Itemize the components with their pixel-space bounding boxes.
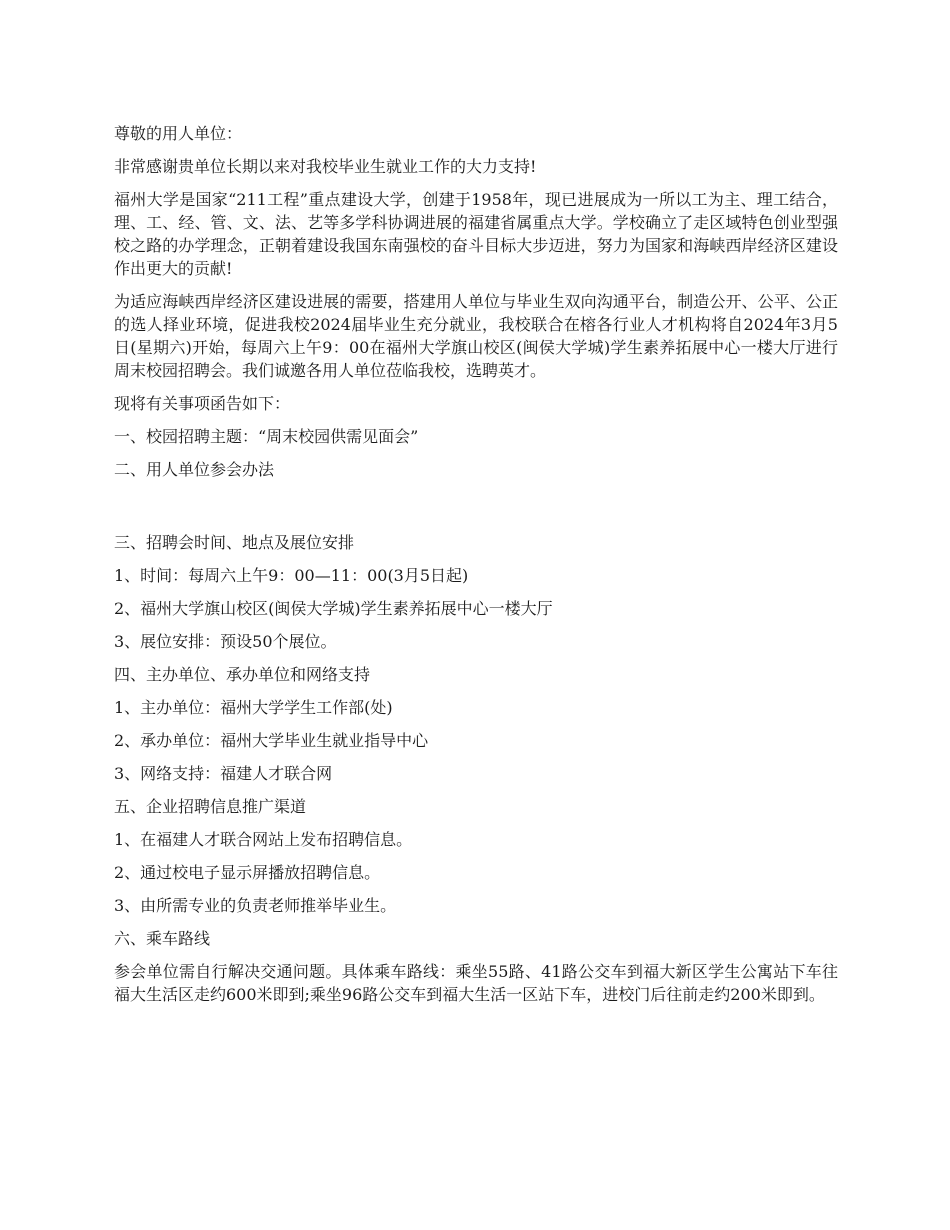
- section-heading-schedule: 三、招聘会时间、地点及展位安排: [114, 533, 355, 552]
- blank-spacer: [114, 491, 838, 531]
- section-heading-transport: 六、乘车路线: [114, 929, 211, 948]
- greeting: 尊敬的用人单位：: [114, 124, 243, 143]
- section-heading-participation: 二、用人单位参会办法: [114, 460, 275, 479]
- list-item: 2、福州大学旗山校区(闽侯大学城)学生素养拓展中心一楼大厅: [114, 599, 553, 618]
- section-heading-theme: 一、校园招聘主题：“周末校园供需见面会”: [114, 427, 419, 446]
- thanks-paragraph: 非常感谢贵单位长期以来对我校毕业生就业工作的大力支持!: [114, 157, 537, 176]
- university-intro-paragraph: 福州大学是国家“211工程”重点建设大学，创建于1958年，现已进展成为一所以工为主、理工结合，理、工、经、管、文、法、艺等多学科协调进展的福建省属重点大学。学校确立了走区域特色创业型强校之路的办学理念，正朝着建设我国东南强校的奋斗目标大步迈进，努力为国家和海峡西岸经济区建设作出更大的贡献!: [114, 190, 838, 278]
- list-item: 2、通过校电子显示屏播放招聘信息。: [114, 863, 381, 882]
- document-page: [114, 122, 838, 1016]
- transport-paragraph: 参会单位需自行解决交通问题。具体乘车路线：乘坐55路、41路公交车到福大新区学生公寓站下车往福大生活区走约600米即到;乘坐96路公交车到福大生活一区站下车，进校门后往前走约200米即到。: [114, 962, 838, 1004]
- list-item: 1、主办单位：福州大学学生工作部(处): [114, 698, 393, 717]
- list-item: 1、在福建人才联合网站上发布招聘信息。: [114, 830, 413, 849]
- job-fair-intro-paragraph: 为适应海峡西岸经济区建设进展的需要，搭建用人单位与毕业生双向沟通平台，制造公开、公平、公正的选人择业环境，促进我校2024届毕业生充分就业，我校联合在榕各行业人才机构将自2024年3月5日(星期六)开始，每周六上午9：00在福州大学旗山校区(闽侯大学城)学生素养拓展中心一楼大厅进行周末校园招聘会。我们诚邀各用人单位莅临我校，选聘英才。: [114, 292, 838, 380]
- notice-line: 现将有关事项函告如下：: [114, 394, 291, 413]
- section-heading-organizers: 四、主办单位、承办单位和网络支持: [114, 665, 371, 684]
- list-item: 2、承办单位：福州大学毕业生就业指导中心: [114, 731, 429, 750]
- list-item: 3、展位安排：预设50个展位。: [114, 632, 337, 651]
- section-heading-promotion: 五、企业招聘信息推广渠道: [114, 797, 307, 816]
- list-item: 3、由所需专业的负责老师推举毕业生。: [114, 896, 397, 915]
- list-item: 3、网络支持：福建人才联合网: [114, 764, 333, 783]
- list-item: 1、时间：每周六上午9：00—11：00(3月5日起): [114, 566, 469, 585]
